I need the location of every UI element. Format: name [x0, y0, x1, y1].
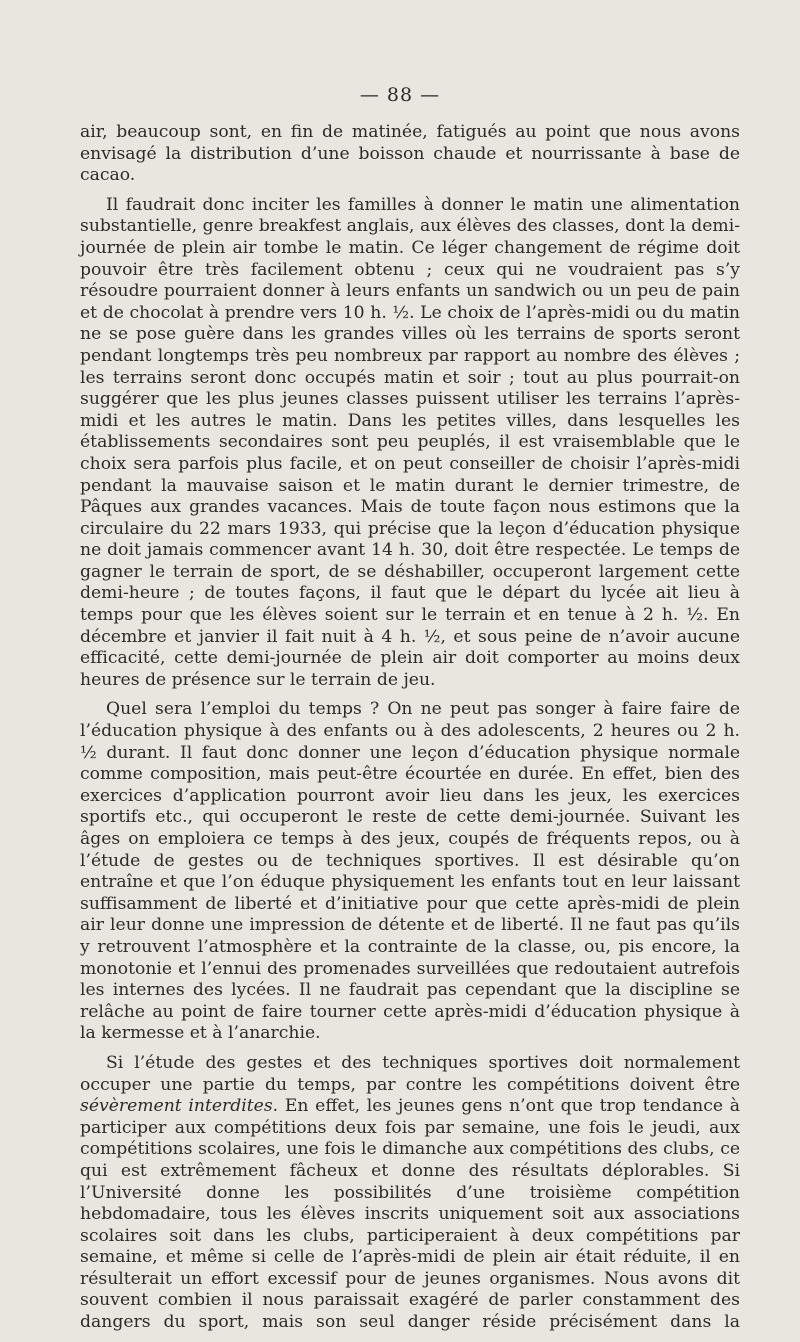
body-text: [80, 122, 740, 1342]
page-number: — 88 —: [359, 84, 441, 106]
paragraph-2: Il faudrait donc inciter les familles à donner le matin une alimentation substantielle, genre breakfest anglais, aux élèves des classes, dont la demi-journée de plein air tombe le matin. Ce léger changement de régime doit pouvoir être très facilement obtenu ; ceux qui ne voudraient pas s’y résoudre pourraient donner à leurs enfants un sandwich ou un peu de pain et de chocolat à prendre vers 10 h. ½. Le choix de l’après-midi ou du matin ne se pose guère dans les grandes villes où les terrains de sports seront pendant longtemps très peu nombreux par rapport au nombre des élèves ; les terrains seront donc occupés matin et soir ; tout au plus pourrait-on suggérer que les plus jeunes classes puissent utiliser les terrains l’après-midi et les autres le matin. Dans les petites villes, dans lesquelles les établissements secondaires sont peu peuplés, il est vraisemblable que le choix sera parfois plus facile, et on peut conseiller de choisir l’après-midi pendant la mauvaise saison et le matin durant le dernier trimestre, de Pâques aux grandes vacances. Mais de toute façon nous estimons que la circulaire du 22 mars 1933, qui précise que la leçon d’éducation physique ne doit jamais commencer avant 14 h. 30, doit être respectée. Le temps de gagner le terrain de sport, de se déshabiller, occuperont largement cette demi-heure ; de toutes façons, il faut que le départ du lycée ait lieu à temps pour que les élèves soient sur le terrain et en tenue à 2 h. ½. En décembre et janvier il fait nuit à 4 h. ½, et sous peine de n’avoir aucune efficacité, cette demi-journée de plein air doit comporter au moins deux heures de présence sur le terrain de jeu.: [80, 194, 740, 690]
paragraph-4-start: Si l’étude des gestes et des techniques sportives doit normalement occuper une partie du temps, par contre les compétitions doivent être: [80, 1052, 740, 1095]
emphasis-text: sévèrement interdites: [80, 1096, 273, 1117]
paragraph-1: air, beaucoup sont, en fin de matinée, fatigués au point que nous avons envisagé la distribution d’une boisson chaude et nourrissante à base de cacao.: [80, 122, 740, 186]
paragraph-3: Quel sera l’emploi du temps ? On ne peut pas songer à faire faire de l’éducation physique à des enfants ou à des adolescents, 2 heures ou 2 h. ½ durant. Il faut donc donner une leçon d’éducation physique normale comme composition, mais peut-être écourtée en durée. En effet, bien des exercices d’application pourront avoir lieu dans les jeux, les exercices sportifs etc., qui occuperont le reste de cette demi-journée. Suivant les âges on emploiera ce temps à des jeux, coupés de fréquents repos, ou à l’étude de gestes ou de techniques sportives. Il est désirable qu’on entraîne et que l’on éduque physiquement les enfants tout en leur laissant suffisamment de liberté et d’initiative pour que cette après-midi de plein air leur donne une impression de détente et de liberté. Il ne faut pas qu’ils y retrouvent l’atmosphère et la contrainte de la classe, ou, pis encore, la monotonie et l’ennui des promenades surveillées que redoutaient autrefois les internes des lycées. Il ne faudrait pas cependant que la discipline se relâche au point de faire tourner cette après-midi d’éducation physique à la kermesse et à l’anarchie.: [80, 699, 740, 1044]
paragraph-4-end: . En effet, les jeunes gens n’ont que trop tendance à participer aux compétitions deux fois par semaine, une fois le jeudi, aux compétitions scolaires, une fois le dimanche aux compétitions des clubs, ce qui est extrêmement fâcheux et donne des résultats déplorables. Si l’Université donne les possibilités d’une troisième compétition hebdomadaire, tous les élèves inscrits uniquement soit aux associations scolaires soit dans les clubs, participeraient à deux compétitions par semaine, et même si celle de l’après-midi de plein air était réduite, il en résulterait un effort excessif pour de jeunes organismes. Nous avons dit souvent combien il nous paraissait exagéré de parler constamment des dangers du sport, mais son seul danger réside précisément dans la: [80, 1096, 740, 1333]
paragraph-4: [80, 1053, 740, 1334]
